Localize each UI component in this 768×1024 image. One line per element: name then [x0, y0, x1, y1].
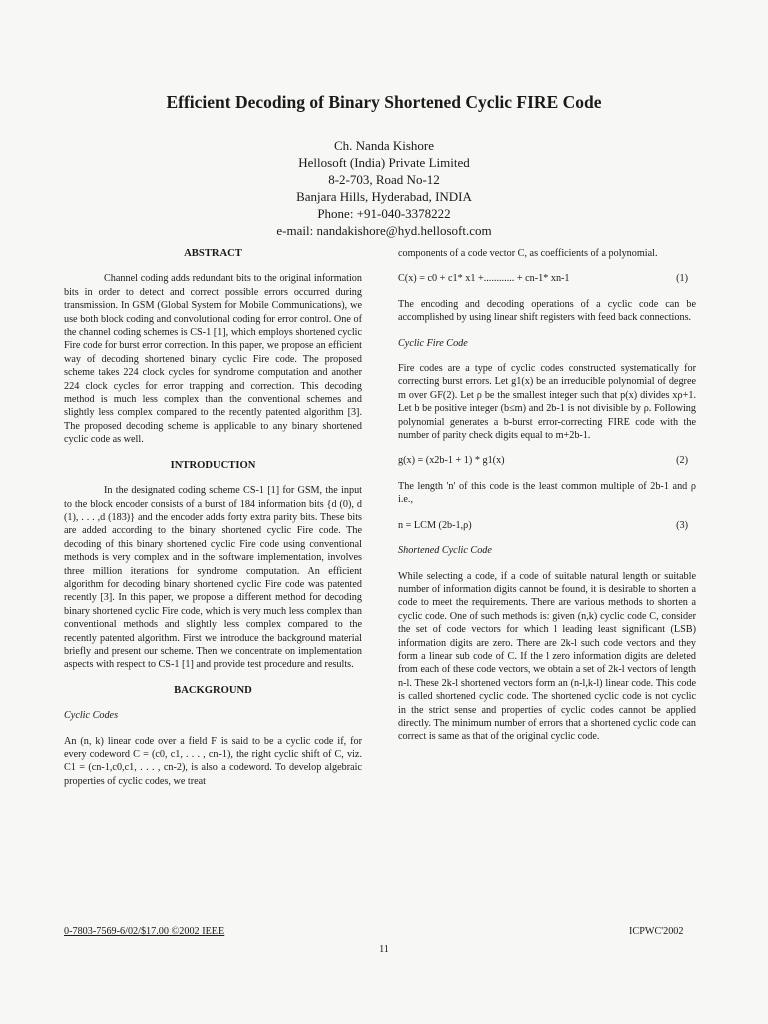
- right-column: [398, 247, 696, 756]
- polynomial-intro-text: components of a code vector C, as coefficients of a polynomial.: [398, 248, 658, 259]
- background-heading: BACKGROUND: [174, 684, 252, 696]
- abstract-text: Channel coding adds redundant bits to the original information bits in order to detect and correct possible errors occurred during transmission. In GSM (Global System for Mobile Communications), we use both block coding and convolutional coding for error control. One of the channel coding schemes is CS-1 [1], which employs shortened cyclic Fire code for burst error correction. In this paper, we propose an efficient way of decoding shortened binary cyclic Fire code. The proposed scheme takes 224 clock cycles for syndrome computation and another 224 clock cycles for error trapping and correction. This decoding method is much less complex than the conventional schemes and slightly less complex compared to the recently patented algorithm [3]. The proposed decoding scheme is applicable to any binary shortened cyclic code as well.: [64, 273, 362, 446]
- equation-2: [398, 454, 696, 467]
- equation-3-number: (3): [676, 519, 688, 531]
- equation-1-number: (1): [676, 273, 688, 285]
- equation-2-number: (2): [676, 455, 688, 467]
- fire-code-text: Fire codes are a type of cyclic codes constructed systematically for correcting burst errors. Let g1(x) be an irreducible polynomial of degree m over GF(2). Let ρ be the smallest integer such that p(x) divides xρ+1. Let b be positive integer (b≤m) and 2b-1 is not divisible by ρ. Following polynomial generates a b-burst error-correcting FIRE code with the number of parity check digits equal to m+2b-1.: [398, 363, 696, 442]
- author-address-line1: 8-2-703, Road No-12: [328, 172, 440, 187]
- left-column: [64, 247, 362, 800]
- code-length-text: The length 'n' of this code is the least common multiple of 2b-1 and ρ i.e.,: [398, 480, 696, 506]
- conference-label: ICPWC'2002: [629, 926, 684, 937]
- author-affiliation: Hellosoft (India) Private Limited: [298, 155, 470, 170]
- equation-1: [398, 272, 696, 285]
- copyright-notice: 0-7803-7569-6/02/$17.00 ©2002 IEEE: [64, 926, 225, 937]
- paper-title: Efficient Decoding of Binary Shortened Cyclic FIRE Code: [166, 92, 602, 112]
- cyclic-codes-text: An (n, k) linear code over a field F is said to be a cyclic code if, for every codeword C = (c0, c1, . . . , cn-1), the right cyclic shift of C, viz. C1 = (cn-1,c0,c1, . . . , cn-2), is also a codeword. To develop algebraic properties of cyclic codes, we treat: [64, 735, 362, 787]
- author-email: e-mail: nandakishore@hyd.hellosoft.com: [276, 223, 492, 238]
- author-name: Ch. Nanda Kishore: [333, 138, 434, 153]
- equation-3-body: n = LCM (2b-1,ρ): [398, 519, 472, 531]
- author-address-line2: Banjara Hills, Hyderabad, INDIA: [296, 189, 472, 204]
- cyclic-fire-code-heading: Cyclic Fire Code: [398, 337, 468, 349]
- page-number: 11: [379, 944, 389, 955]
- author-phone: Phone: +91-040-3378222: [317, 206, 451, 221]
- equation-3: [398, 519, 696, 532]
- shortened-cyclic-code-text: While selecting a code, if a code of suitable natural length or suitable number of information digits cannot be found, it is desirable to shorten a code to meet the requirements. There are various methods to shorten a cyclic code. One of such methods is: given (n,k) cyclic code C, consider the set of code vectors for which l leading least significant (LSB) information digits are zero. There are 2k-l such code vectors and they form a linear sub code of C. If the l zero information digits are deleted from each of these code vectors, we obtain a set of 2k-l vectors of length n-l. These 2k-l shortened vectors form an (n-l,k-l) linear code. This code is called shortened cyclic code. The shortened cyclic code is not cyclic in the strict sense and properties of cyclic codes cannot be applied directly. The minimum number of errors that a shortened cyclic code can correct is same as that of the original cyclic code.: [398, 570, 696, 743]
- author-block: [0, 137, 768, 239]
- abstract-heading: ABSTRACT: [184, 248, 242, 259]
- introduction-heading: INTRODUCTION: [170, 459, 256, 471]
- equation-1-body: C(x) = c0 + c1* x1 +............ + cn-1* xn-1: [398, 273, 570, 285]
- shortened-cyclic-code-heading: Shortened Cyclic Code: [398, 545, 492, 557]
- introduction-text: In the designated coding scheme CS-1 [1] for GSM, the input to the block encoder consists of a burst of 184 information bits {d (0), d (1), . . . ,d (183)} and the encoder adds forty extra parity bits. These bits are added according to the binary shortened cyclic Fire code. The decoding of this binary shortened cyclic Fire code using conventional methods is very complex and in the software implementation, involves three million iterations for syndrome computation. An efficient algorithm for decoding binary shortened cyclic Fire code was patented recently [3]. In this paper, we propose a different method for decoding binary shortened cyclic Fire code, which is very much less complex than conventional methods and slightly less complex compared to the recently patented algorithm. First we introduce the background material briefly and present our scheme. Then we concentrate on implementation aspects with respect to CS-1 [1] and provide test procedure and results.: [64, 485, 362, 671]
- cyclic-codes-heading: Cyclic Codes: [64, 710, 119, 722]
- equation-2-body: g(x) = (x2b-1 + 1) * g1(x): [398, 455, 505, 467]
- encoding-text: The encoding and decoding operations of a cyclic code can be accomplished by using linear shift registers with feed back connections.: [398, 298, 696, 324]
